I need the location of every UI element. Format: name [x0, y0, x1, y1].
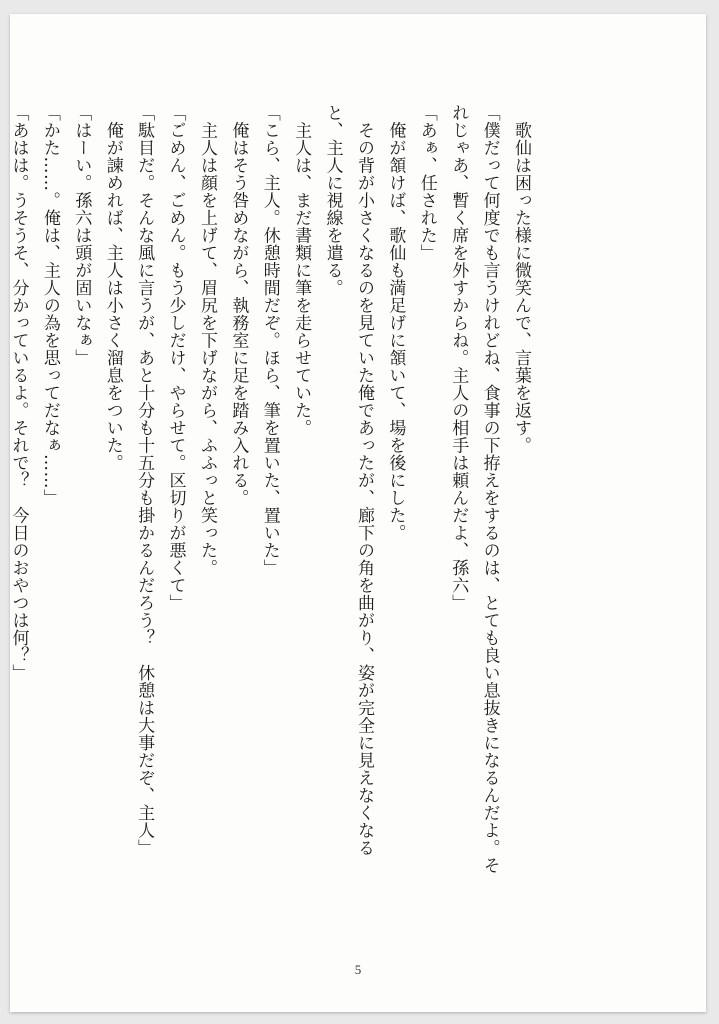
text-line: 「あぁ、任された」: [416, 104, 437, 262]
text-line: その背が小さくなるのを見ていた俺であったが、廊下の角を曲がり、姿が完全に見えなくなる: [353, 104, 374, 857]
text-line: 「かた……。俺は、主人の為を思ってだなぁ……」: [39, 104, 60, 507]
text-line: 主人は、まだ書類に筆を走らせていた。: [291, 104, 312, 437]
page-number: 5: [354, 962, 362, 977]
text-line: と、主人に視線を遣る。: [322, 104, 343, 297]
text-line: [0, 104, 2, 944]
text-line: 「あはは。うそうそ、分かっているよ。それで？ 今日のおやつは何？」: [8, 104, 29, 682]
text-line: 俺はそう咎めながら、執務室に足を踏み入れる。: [228, 104, 249, 507]
text-line: 俺が諫めれば、主人は小さく溜息をついた。: [102, 104, 123, 472]
vertical-text-block: [0, 104, 536, 944]
text-line: 俺が頷けば、歌仙も満足げに頷いて、場を後にした。: [385, 104, 406, 542]
text-line: 「はーい。孫六は頭が固いなぁ」: [71, 104, 92, 367]
text-line: 「僕だって何度でも言うけれどね、食事の下拵えをするのは、とても良い息抜きになるんだよ。そ: [479, 104, 500, 874]
text-line: 「ごめん、ごめん。もう少しだけ、やらせて。区切りが悪くて」: [165, 104, 186, 612]
text-line: れじゃあ、暫く席を外すからね。主人の相手は頼んだよ、孫六」: [448, 104, 469, 612]
book-page: [10, 14, 706, 1012]
text-line: 歌仙は困った様に微笑んで、言葉を返す。: [511, 104, 531, 454]
text-line: 「駄目だ。そんな風に言うが、あと十分も十五分も掛かるんだろう？ 休憩は大事だぞ、主人」: [134, 104, 155, 857]
text-line: 「こら、主人。休憩時間だぞ。ほら、筆を置いた、置いた」: [259, 104, 280, 577]
text-line: 主人は顔を上げて、眉尻を下げながら、ふふっと笑った。: [196, 104, 217, 577]
